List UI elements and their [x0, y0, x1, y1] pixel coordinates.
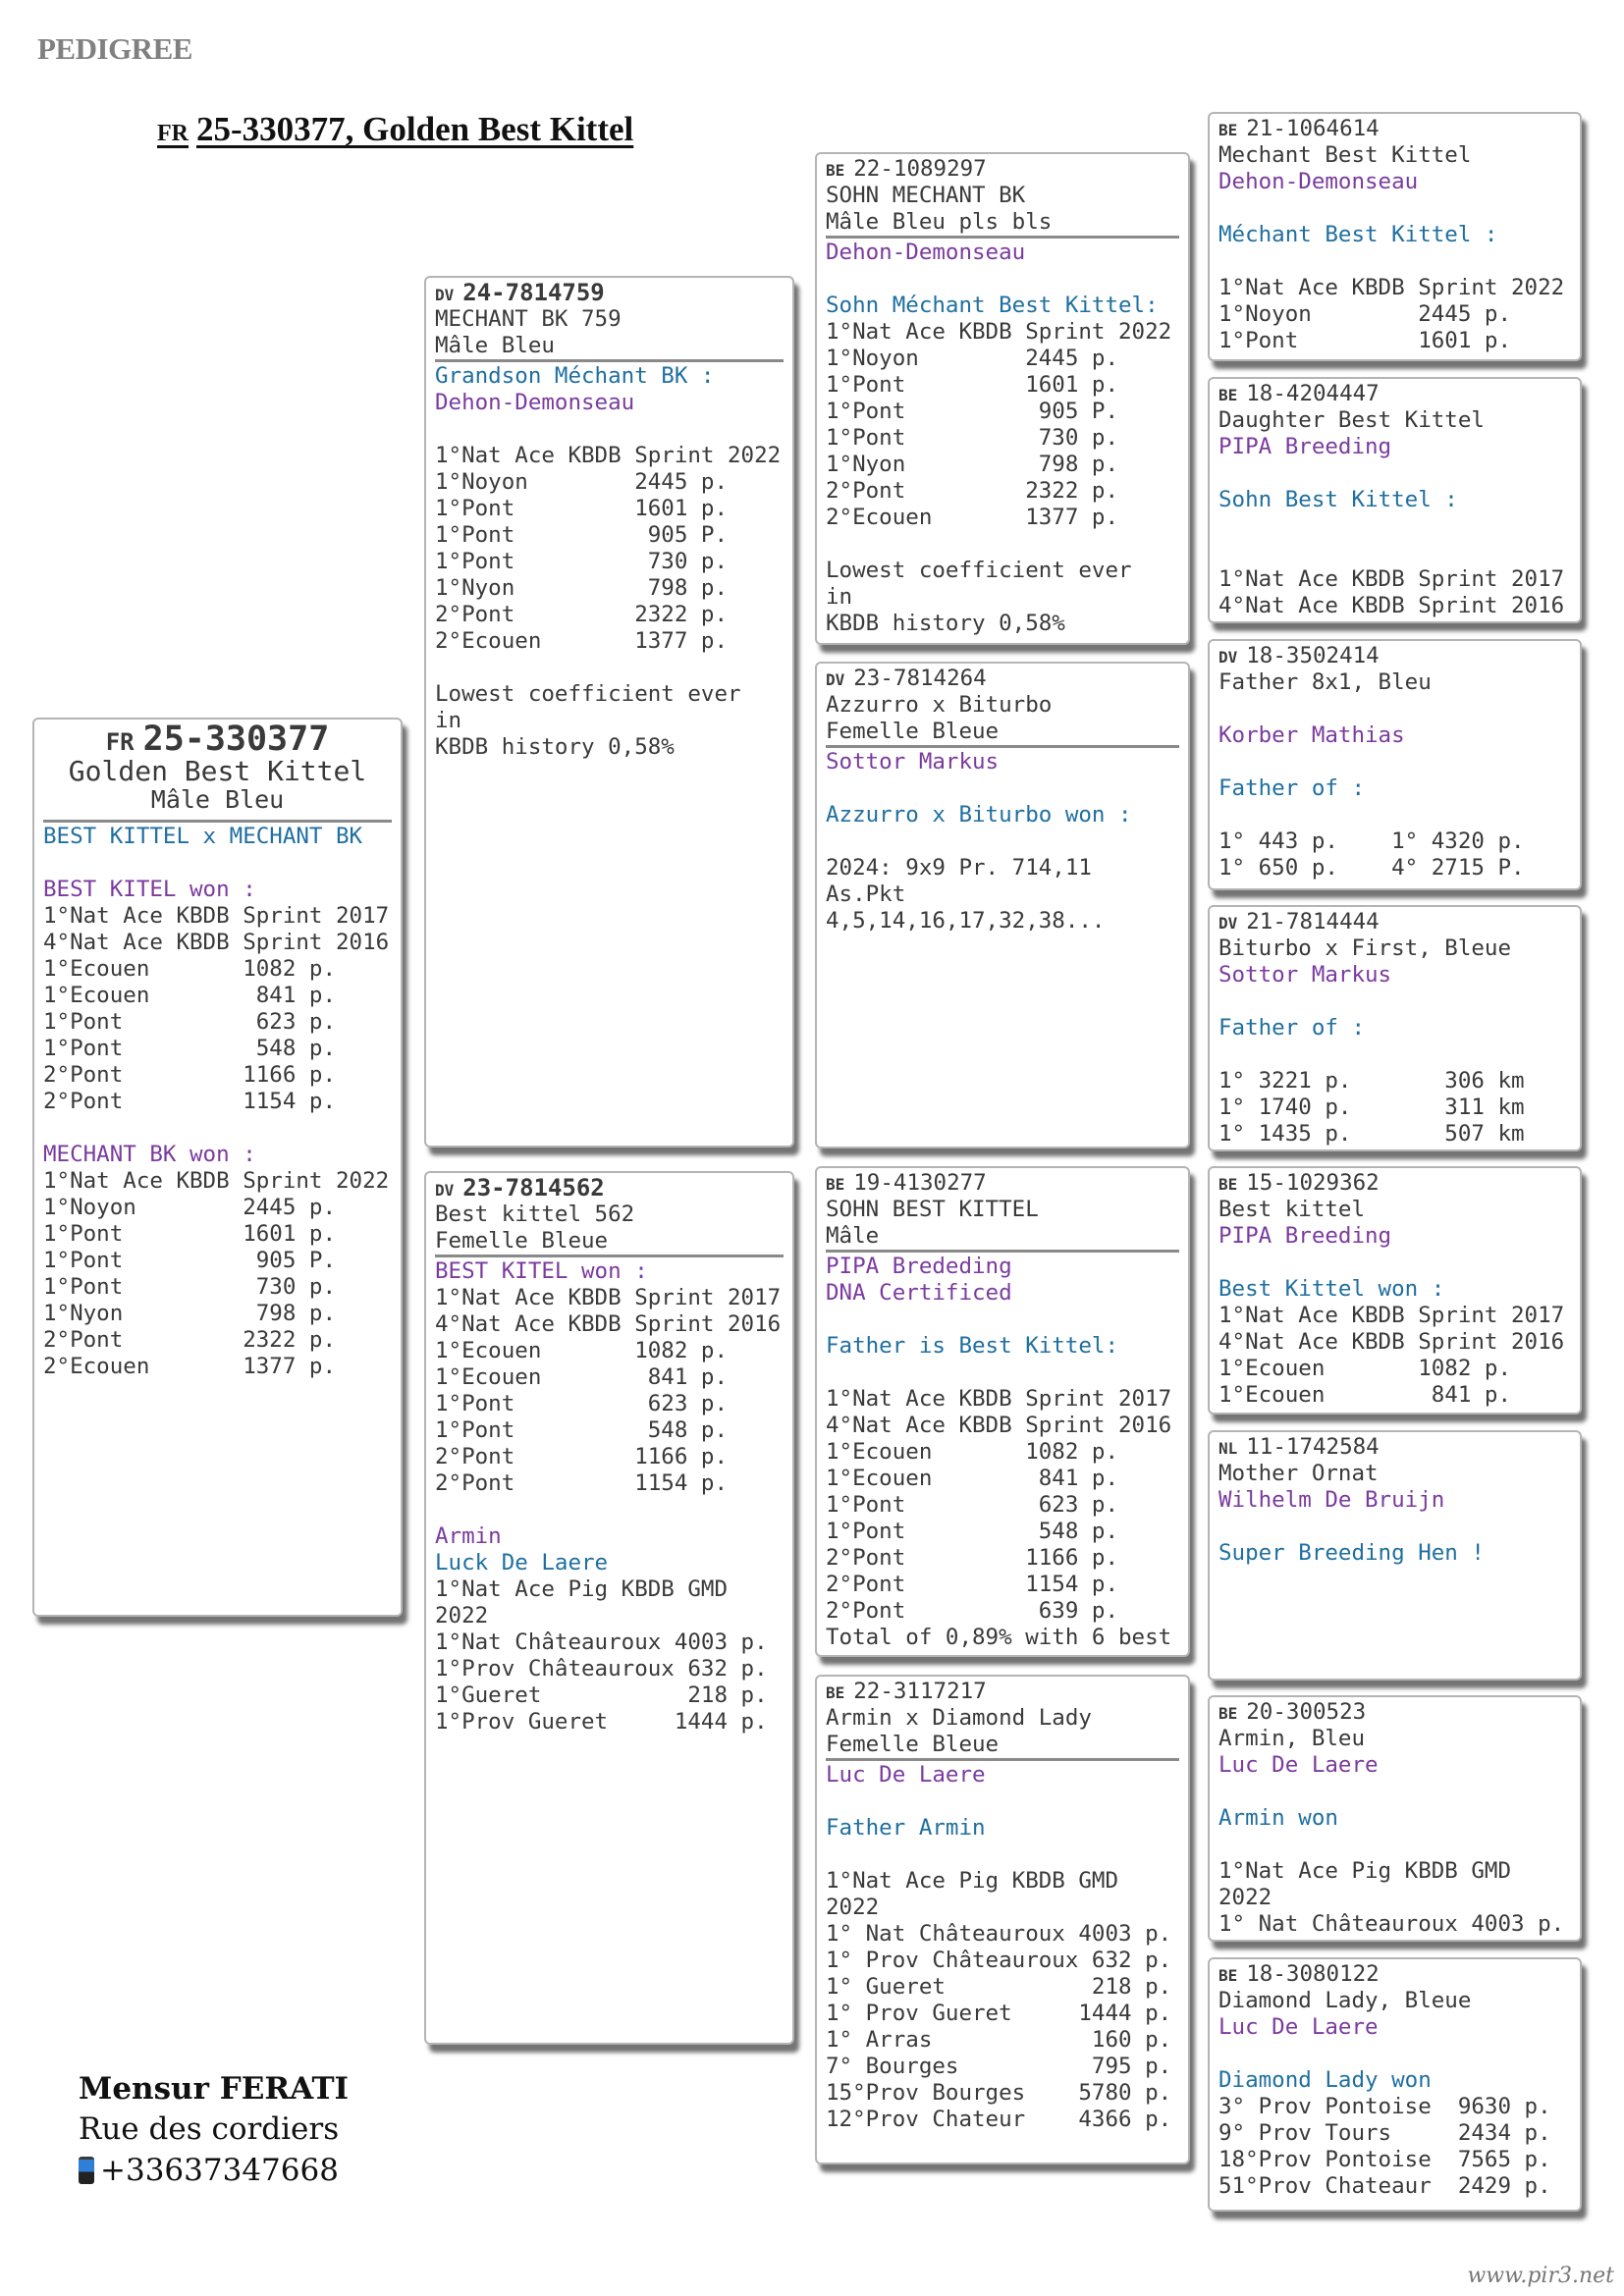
card-line: Armin	[435, 1523, 502, 1549]
card-line: 1°Pont 730 p.	[43, 1274, 337, 1300]
header-line: Mechant Best Kittel	[1218, 142, 1472, 168]
card-line: 4°Nat Ace KBDB Sprint 2016	[826, 1413, 1172, 1438]
card-line: 4°Nat Ace KBDB Sprint 2016	[43, 930, 390, 955]
ring-line	[1218, 1434, 1571, 1461]
country-code: BE	[1218, 121, 1238, 139]
card-line: Armin won	[1218, 1805, 1338, 1831]
blank-line	[826, 775, 1179, 802]
card-line: 1° Nat Châteauroux 4003 p.	[1218, 1911, 1565, 1937]
card-line: 2°Pont 1166 p.	[435, 1444, 729, 1469]
card-line: Sohn Méchant Best Kittel:	[826, 293, 1159, 318]
card-line: 1°Pont 905 P.	[435, 522, 729, 548]
separator	[826, 1758, 1179, 1761]
ring-number: 22-1089297	[853, 156, 987, 182]
header-line: Armin x Diamond Lady	[826, 1705, 1092, 1731]
blank-line	[1218, 2041, 1571, 2067]
pigeon-sex-color: Mâle Bleu	[150, 785, 285, 814]
blank-line	[435, 1497, 784, 1523]
pigeon-card-sire-dam-dam	[1208, 905, 1582, 1151]
separator	[826, 236, 1179, 239]
card-line: 9° Prov Tours 2434 p.	[1218, 2120, 1551, 2146]
header-line: Diamond Lady, Bleue	[1218, 1988, 1472, 2013]
card-line: 2°Pont 2322 p.	[826, 478, 1119, 504]
card-line: 1°Pont 905 P.	[826, 399, 1119, 424]
card-line: 1°Noyon 2445 p.	[43, 1195, 337, 1220]
card-line: 1°Pont 623 p.	[43, 1009, 337, 1035]
card-line: Luc De Laere	[1218, 1752, 1379, 1778]
card-line: Azzurro x Biturbo won :	[826, 802, 1132, 828]
header-line: Father 8x1, Bleu	[1218, 669, 1432, 695]
separator	[435, 359, 784, 362]
country-code: BE	[1218, 1175, 1238, 1194]
blank-line	[1218, 802, 1571, 828]
header-line: Daughter Best Kittel	[1218, 407, 1485, 433]
card-line: 2022	[1218, 1885, 1272, 1910]
card-line: 1°Nat Ace KBDB Sprint 2022	[435, 443, 782, 468]
card-line: BEST KITEL won :	[43, 877, 256, 902]
card-line: Best Kittel won :	[1218, 1276, 1445, 1302]
card-line: Dehon-Demonseau	[826, 240, 1026, 265]
country-code: BE	[1218, 1704, 1238, 1723]
header-line: Mâle Bleu pls bls	[826, 209, 1053, 235]
card-line: BEST KITTEL x MECHANT BK	[43, 824, 363, 849]
ring-line	[1218, 643, 1571, 669]
blank-line	[1218, 1250, 1571, 1276]
owner-name: Mensur FERATI	[79, 2071, 350, 2107]
card-line: Wilhelm De Bruijn	[1218, 1487, 1445, 1513]
blank-line	[1218, 1041, 1571, 1068]
country-code: BE	[826, 1175, 845, 1194]
card-line: 1°Pont 1601 p.	[826, 372, 1119, 398]
blank-line	[1218, 248, 1571, 275]
card-line: KBDB history 0,58%	[435, 734, 675, 760]
card-line: Luc De Laere	[826, 1762, 986, 1788]
blank-line	[43, 1115, 392, 1142]
card-line: 1°Nat Ace KBDB Sprint 2022	[1218, 275, 1565, 300]
header-line: Femelle Bleue	[826, 719, 1000, 744]
country-code: BE	[1218, 1966, 1238, 1985]
country-code: BE	[1218, 386, 1238, 404]
card-line: 18°Prov Pontoise 7565 p.	[1218, 2147, 1551, 2172]
card-line: 15°Prov Bourges 5780 p.	[826, 2080, 1172, 2106]
subject-pigeon-card	[32, 718, 403, 1617]
card-line: 1°Nat Ace KBDB Sprint 2017	[1218, 566, 1565, 592]
card-line: 51°Prov Chateaur 2429 p.	[1218, 2173, 1551, 2199]
header-line: SOHN BEST KITTEL	[826, 1197, 1039, 1222]
ring-number: 15-1029362	[1246, 1170, 1380, 1196]
ring-number: 21-1064614	[1246, 116, 1380, 141]
card-line: Dehon-Demonseau	[1218, 169, 1419, 194]
card-line: 1°Nat Ace KBDB Sprint 2017	[43, 903, 390, 929]
card-line: 2°Pont 1154 p.	[435, 1470, 729, 1496]
card-line: 1°Nyon 798 p.	[826, 452, 1119, 477]
card-line: 2°Pont 1166 p.	[826, 1545, 1119, 1571]
blank-line	[826, 1307, 1179, 1333]
owner-contact	[79, 2069, 349, 2191]
card-line: 1°Pont 1601 p.	[43, 1221, 337, 1247]
header-line: Armin, Bleu	[1218, 1726, 1366, 1751]
ring-line	[1218, 381, 1571, 407]
card-line: 4°Nat Ace KBDB Sprint 2016	[1218, 593, 1565, 618]
card-line: 2°Ecouen 1377 p.	[435, 628, 729, 654]
card-line: BEST KITEL won :	[435, 1258, 648, 1284]
country-code: FR	[105, 728, 135, 756]
card-line: 2°Pont 1154 p.	[43, 1089, 337, 1114]
header-line: SOHN MECHANT BK	[826, 183, 1026, 208]
card-line: Méchant Best Kittel :	[1218, 222, 1498, 247]
header-line: Best kittel 562	[435, 1201, 635, 1227]
card-line: 1° Arras 160 p.	[826, 2027, 1172, 2053]
separator	[435, 1255, 784, 1257]
card-line: 1°Ecouen 841 p.	[1218, 1382, 1512, 1408]
card-line: 1°Nat Ace Pig KBDB GMD	[435, 1576, 729, 1602]
card-line: 1°Ecouen 841 p.	[435, 1364, 729, 1390]
card-line: 12°Prov Chateur 4366 p.	[826, 2107, 1172, 2132]
pigeon-name: Golden Best Kittel	[68, 755, 367, 787]
ring-line	[826, 156, 1179, 183]
blank-line	[435, 655, 784, 681]
card-line: 1° Nat Châteauroux 4003 p.	[826, 1921, 1172, 1947]
card-line: Total of 0,89% with 6 best	[826, 1625, 1172, 1650]
card-line: 1°Noyon 2445 p.	[826, 346, 1119, 371]
card-line: 2°Pont 2322 p.	[435, 602, 729, 627]
ring-line	[435, 1175, 784, 1201]
card-line: Father Armin	[826, 1815, 986, 1841]
card-line: 1°Pont 623 p.	[435, 1391, 729, 1416]
separator	[826, 1250, 1179, 1253]
blank-line	[826, 531, 1179, 558]
card-line: 3° Prov Pontoise 9630 p.	[1218, 2094, 1551, 2119]
card-line: Lowest coefficient ever	[826, 558, 1132, 583]
header-line: Femelle Bleue	[435, 1228, 609, 1254]
card-line: 1°Nat Ace KBDB Sprint 2022	[826, 319, 1172, 345]
blank-line	[826, 1360, 1179, 1386]
card-line: 1°Gueret 218 p.	[435, 1682, 768, 1708]
card-line: 2°Pont 1166 p.	[43, 1062, 337, 1088]
card-line: 1°Pont 623 p.	[826, 1492, 1119, 1518]
card-line: 1°Ecouen 1082 p.	[435, 1338, 729, 1363]
ring-number: 25-330377	[142, 720, 330, 759]
card-line: 1° 1740 p. 311 km	[1218, 1095, 1525, 1120]
blank-line	[1218, 460, 1571, 487]
pigeon-card-sire-sire	[815, 152, 1190, 645]
card-line: Father of :	[1218, 775, 1366, 801]
blank-line	[1218, 540, 1571, 566]
card-line: Dehon-Demonseau	[435, 390, 635, 415]
blank-line	[1218, 749, 1571, 775]
ring-line	[1218, 909, 1571, 935]
card-line: 4°Nat Ace KBDB Sprint 2016	[435, 1311, 782, 1337]
card-line: As.Pkt	[826, 881, 906, 907]
country-code: DV	[1218, 914, 1238, 933]
country-code: DV	[435, 286, 455, 304]
card-line: Sottor Markus	[1218, 962, 1392, 988]
card-line: 1° 3221 p. 306 km	[1218, 1068, 1525, 1094]
card-line: 1°Ecouen 1082 p.	[43, 956, 337, 982]
header-line: Best kittel	[1218, 1197, 1366, 1222]
card-line: 2°Pont 639 p.	[826, 1598, 1119, 1624]
ring-number: 22-3117217	[853, 1679, 987, 1704]
card-line: 1°Prov Châteauroux 632 p.	[435, 1656, 768, 1682]
card-line: Grandson Méchant BK :	[435, 363, 715, 389]
ring-number: 18-3502414	[1246, 643, 1380, 668]
ring-line	[435, 280, 784, 306]
ring-number: 18-4204447	[1246, 381, 1380, 406]
pigeon-card-dam-sire-sire	[1208, 1166, 1582, 1415]
blank-line	[1218, 1832, 1571, 1858]
title-text: 25-330377, Golden Best Kittel	[196, 110, 634, 148]
card-line: 2°Ecouen 1377 p.	[826, 505, 1119, 530]
ring-number: 11-1742584	[1246, 1434, 1380, 1460]
card-body	[43, 824, 392, 1380]
ring-number: 23-7814264	[853, 666, 987, 691]
card-line: 1° Prov Châteauroux 632 p.	[826, 1948, 1172, 1973]
card-line: 1°Ecouen 1082 p.	[1218, 1356, 1512, 1381]
card-line: Super Breeding Hen !	[1218, 1540, 1485, 1566]
card-line: 7° Bourges 795 p.	[826, 2054, 1172, 2079]
ring-number: 18-3080122	[1246, 1961, 1380, 1987]
card-line: 2°Pont 2322 p.	[43, 1327, 337, 1353]
card-line: in	[435, 708, 462, 733]
blank-line	[826, 828, 1179, 855]
card-line: 1°Pont 1601 p.	[435, 496, 729, 521]
blank-line	[1218, 513, 1571, 540]
blank-line	[43, 850, 392, 877]
card-line: 1°Nat Ace Pig KBDB GMD	[826, 1868, 1119, 1894]
card-line: 1°Ecouen 841 p.	[826, 1466, 1119, 1491]
pigeon-card-dam-dam-sire	[1208, 1695, 1582, 1942]
title-country-code: FR	[157, 121, 189, 146]
card-line: 1°Ecouen 841 p.	[43, 983, 337, 1008]
card-line: Father of :	[1218, 1015, 1366, 1041]
card-line: 1° Prov Gueret 1444 p.	[826, 2001, 1172, 2026]
ring-number: 24-7814759	[462, 279, 605, 306]
owner-address: Rue des cordiers	[79, 2111, 340, 2147]
card-line: 2022	[435, 1603, 489, 1629]
card-line: 1°Pont 548 p.	[826, 1519, 1119, 1544]
ring-line	[826, 1170, 1179, 1197]
card-line: 1°Noyon 2445 p.	[1218, 301, 1512, 327]
card-line: 1°Noyon 2445 p.	[435, 469, 729, 495]
country-code: DV	[826, 670, 845, 689]
card-line: 1°Pont 548 p.	[435, 1417, 729, 1443]
card-line: 1°Pont 548 p.	[43, 1036, 337, 1061]
card-line: 4°Nat Ace KBDB Sprint 2016	[1218, 1329, 1565, 1355]
country-code: DV	[1218, 648, 1238, 667]
card-line: 1°Nyon 798 p.	[43, 1301, 337, 1326]
pigeon-card-dam	[424, 1171, 794, 2045]
pigeon-card-sire	[424, 276, 794, 1148]
ring-number: 23-7814562	[462, 1174, 605, 1201]
page-title	[157, 110, 633, 149]
header-line: Mâle	[826, 1223, 880, 1249]
ring-number: 20-300523	[1246, 1699, 1367, 1725]
ring-line	[826, 666, 1179, 692]
country-code: DV	[435, 1181, 455, 1200]
blank-line	[435, 416, 784, 443]
pigeon-card-dam-dam	[815, 1675, 1190, 2164]
header-line: Biturbo x First, Bleue	[1218, 935, 1512, 961]
card-line: Father is Best Kittel:	[826, 1333, 1119, 1359]
header-line: Mother Ornat	[1218, 1461, 1379, 1486]
card-line: Luc De Laere	[1218, 2014, 1379, 2040]
card-line: in	[826, 584, 853, 610]
pigeon-card-dam-dam-dam	[1208, 1957, 1582, 2212]
country-code: NL	[1218, 1439, 1238, 1458]
card-line: PIPA Breeding	[1218, 1223, 1392, 1249]
blank-line	[1218, 1514, 1571, 1540]
card-line: 1° 1435 p. 507 km	[1218, 1121, 1525, 1147]
ring-number: 21-7814444	[1246, 909, 1380, 934]
pigeon-card-dam-sire-dam	[1208, 1430, 1582, 1681]
card-line: 1°Prov Gueret 1444 p.	[435, 1709, 768, 1735]
card-line: 2°Pont 1154 p.	[826, 1572, 1119, 1597]
card-line: 2024: 9x9 Pr. 714,11	[826, 855, 1092, 881]
blank-line	[1218, 195, 1571, 222]
card-line: 1° 650 p. 4° 2715 P.	[1218, 855, 1525, 881]
card-line: 1°Pont 730 p.	[826, 425, 1119, 451]
blank-line	[1218, 696, 1571, 722]
phone-number: +33637347668	[100, 2153, 339, 2188]
card-line: Diamond Lady won	[1218, 2067, 1432, 2093]
pigeon-card-sire-sire-dam	[1208, 377, 1582, 623]
country-code: BE	[826, 1683, 845, 1702]
card-line: 1°Ecouen 1082 p.	[826, 1439, 1119, 1465]
card-line: PIPA Brededing	[826, 1254, 1012, 1279]
card-line: Luck De Laere	[435, 1550, 609, 1575]
blank-line	[1218, 1779, 1571, 1805]
ring-line	[1218, 1961, 1571, 1988]
card-line: MECHANT BK won :	[43, 1142, 256, 1167]
pedigree-label: PEDIGREE	[37, 31, 192, 66]
pigeon-card-sire-dam	[815, 662, 1190, 1148]
card-line: DNA Certificed	[826, 1280, 1012, 1306]
card-line: 1°Nat Ace Pig KBDB GMD	[1218, 1858, 1512, 1884]
separator	[43, 820, 392, 823]
ring-line	[1218, 116, 1571, 142]
card-line: 1°Pont 730 p.	[435, 549, 729, 574]
card-line: 1° 443 p. 1° 4320 p.	[1218, 828, 1525, 854]
card-line: 1°Nat Châteauroux 4003 p.	[435, 1629, 768, 1655]
ring-line	[826, 1679, 1179, 1705]
card-line: 2022	[826, 1895, 880, 1920]
mobile-phone-icon	[79, 2157, 94, 2184]
header-line: MECHANT BK 759	[435, 306, 622, 332]
watermark-link[interactable]: www.pir3.net	[1467, 2264, 1614, 2288]
pigeon-card-sire-sire-sire	[1208, 112, 1582, 361]
card-line: 4,5,14,16,17,32,38...	[826, 908, 1106, 934]
pigeon-card-sire-dam-sire	[1208, 639, 1582, 890]
owner-phone	[79, 2150, 349, 2191]
card-line: 2°Ecouen 1377 p.	[43, 1354, 337, 1379]
card-line: 1°Nat Ace KBDB Sprint 2017	[1218, 1303, 1565, 1328]
header-line: Azzurro x Biturbo	[826, 692, 1053, 718]
card-line: Korber Mathias	[1218, 722, 1405, 748]
card-line: Sohn Best Kittel :	[1218, 487, 1458, 512]
ring-number: 19-4130277	[853, 1170, 987, 1196]
pigeon-card-dam-sire	[815, 1166, 1190, 1657]
header-line: Mâle Bleu	[435, 333, 555, 358]
subject-ring-line	[43, 721, 392, 757]
separator	[826, 745, 1179, 748]
card-line: 1° Gueret 218 p.	[826, 1974, 1172, 2000]
card-line: KBDB history 0,58%	[826, 611, 1065, 636]
blank-line	[826, 1789, 1179, 1815]
country-code: BE	[826, 161, 845, 180]
card-line: Sottor Markus	[826, 749, 1000, 774]
card-line: 1°Pont 905 P.	[43, 1248, 337, 1273]
card-line: 1°Nat Ace KBDB Sprint 2017	[435, 1285, 782, 1310]
card-line: 1°Pont 1601 p.	[1218, 328, 1512, 353]
ring-line	[1218, 1699, 1571, 1726]
card-line: Lowest coefficient ever	[435, 681, 741, 707]
card-line: PIPA Breeding	[1218, 434, 1392, 459]
blank-line	[826, 266, 1179, 293]
blank-line	[826, 1842, 1179, 1868]
blank-line	[1218, 988, 1571, 1015]
card-line: 1°Nyon 798 p.	[435, 575, 729, 601]
ring-line	[1218, 1170, 1571, 1197]
card-line: 1°Nat Ace KBDB Sprint 2017	[826, 1386, 1172, 1412]
header-line: Femelle Bleue	[826, 1732, 1000, 1757]
card-line: 1°Nat Ace KBDB Sprint 2022	[43, 1168, 390, 1194]
